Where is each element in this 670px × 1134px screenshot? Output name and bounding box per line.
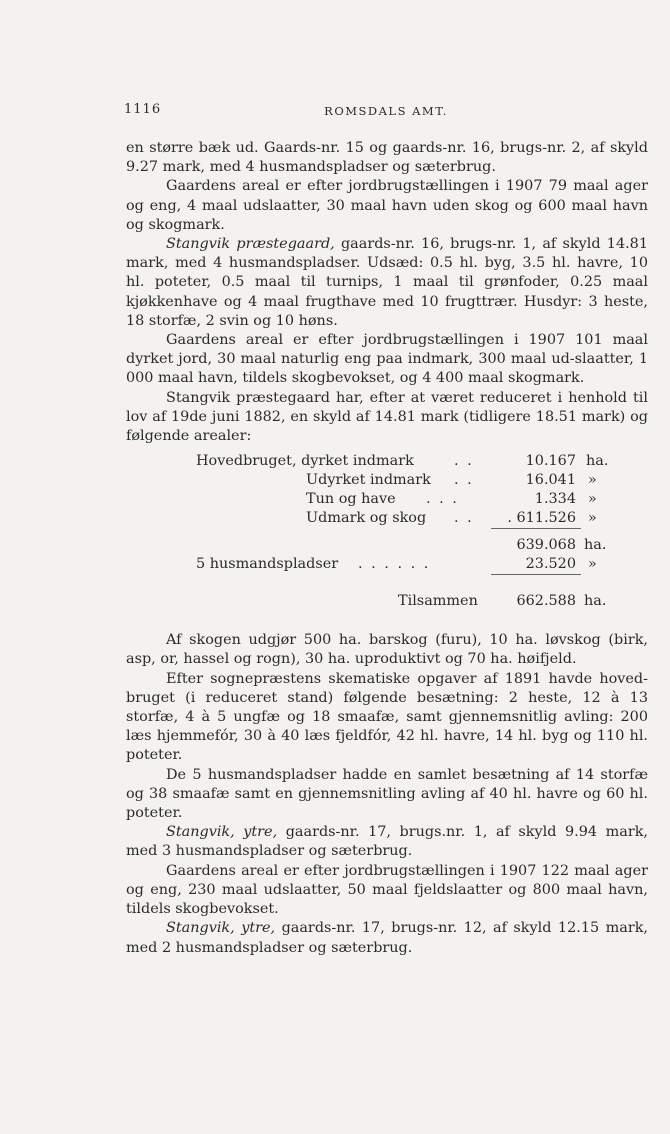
area-table (126, 448, 648, 631)
paragraph: Stangvik præstegaard har, efter at været reduceret i henhold til lov af 19de juni 1882, en skyld af 14.81 mark (tidligere 18.51 mark) og følgende arealer: (126, 389, 648, 445)
paragraph: Stangvik præstegaard, gaards-nr. 16, brugs-nr. 1, af skyld 14.81 mark, med 4 husmandspladser. Udsæd: 0.5 hl. byg, 3.5 hl. havre, 10 hl. poteter, 0.5 maal til turnips, 1 maal til grønfoder, 0.25 maal kjøkkenhave og 4 maal frugthave med 10 frugttrær. Husdyr: 3 heste, 18 storfæ, 2 svin og 10 høns. (126, 236, 648, 329)
total-rule (491, 574, 581, 575)
paragraph: en større bæk ud. Gaards-nr. 15 og gaards-nr. 16, brugs-nr. 2, af skyld 9.27 mark, med 4 husmandspladser og sæterbrug. (126, 140, 648, 176)
farm-name: Stangvik, ytre, (166, 824, 278, 841)
paragraph: Gaardens areal er efter jordbrugstællingen i 1907 79 maal ager og eng, 4 maal udslaatter, 30 maal havn uden skog og 600 maal havn og skogmark. (126, 178, 648, 233)
running-title: ROMSDALS AMT. (324, 104, 448, 118)
total-row: Tilsammen 662.588 ha. (398, 593, 607, 610)
subtotal-rule (491, 528, 581, 529)
page-number: 1116 (124, 102, 162, 117)
paragraph: Stangvik, ytre, gaards-nr. 17, brugs-nr. 12, af skyld 12.15 mark, med 2 husmandspladser og sæterbrug. (126, 920, 649, 956)
farm-name: Stangvik præstegaard, (166, 236, 335, 253)
paragraph: Gaardens areal er efter jordbrugstællingen i 1907 101 maal dyrket jord, 30 maal naturlig eng paa indmark, 300 maal ud-slaatter, 1 000 maal havn, tildels skogbevokset, og 4 400 maal skogmark. (126, 332, 648, 387)
paragraph: Af skogen udgjør 500 ha. barskog (furu), 10 ha. løvskog (birk, asp, or, hassel og rogn), 30 ha. uproduktivt og 70 ha. høifjeld. (126, 632, 648, 668)
paragraph: Stangvik, ytre, gaards-nr. 17, brugs.nr. 1, af skyld 9.94 mark, med 3 husmandspladser og sæterbrug. (126, 824, 648, 860)
farm-name: Stangvik, ytre, (166, 920, 276, 937)
paragraph: De 5 husmandspladser hadde en samlet besætning af 14 storfæ og 38 smaafæ samt en gjennemsnitling avling af 40 hl. havre og 60 hl. poteter. (126, 766, 648, 822)
table-row: Udmark og skog . . . 611.526 » (306, 510, 597, 527)
paragraph: Efter sognepræstens skematiske opgaver af 1891 havde hoved-bruget (i reduceret stand) følgende besætning: 2 heste, 12 à 13 storfæ, 4 à 5 ungfæ og 18 smaafæ, samt gjennemsnitlig avling: 200 læs hjemmefór, 30 à 40 læs fjeldfór, 42 hl. havre, 14 hl. byg og 110 hl. poteter. (126, 670, 648, 764)
table-row: Tun og have . . . 1.334 » (306, 491, 597, 508)
page-body (126, 139, 648, 958)
subtotal-row: 639.068 ha. (516, 537, 607, 554)
table-row: Udyrket indmark . . 16.041 » (306, 472, 597, 489)
table-row: Hovedbruget, dyrket indmark . . 10.167 ha. (196, 453, 609, 470)
paragraph: Gaardens areal er efter jordbrugstællingen i 1907 122 maal ager og eng, 230 maal udslaatter, 50 maal fjeldslaatter og 800 maal havn, tildels skogbevokset. (126, 862, 648, 918)
table-row: 5 husmandspladser . . . . . . 23.520 » (196, 556, 597, 573)
page-header (124, 102, 648, 122)
